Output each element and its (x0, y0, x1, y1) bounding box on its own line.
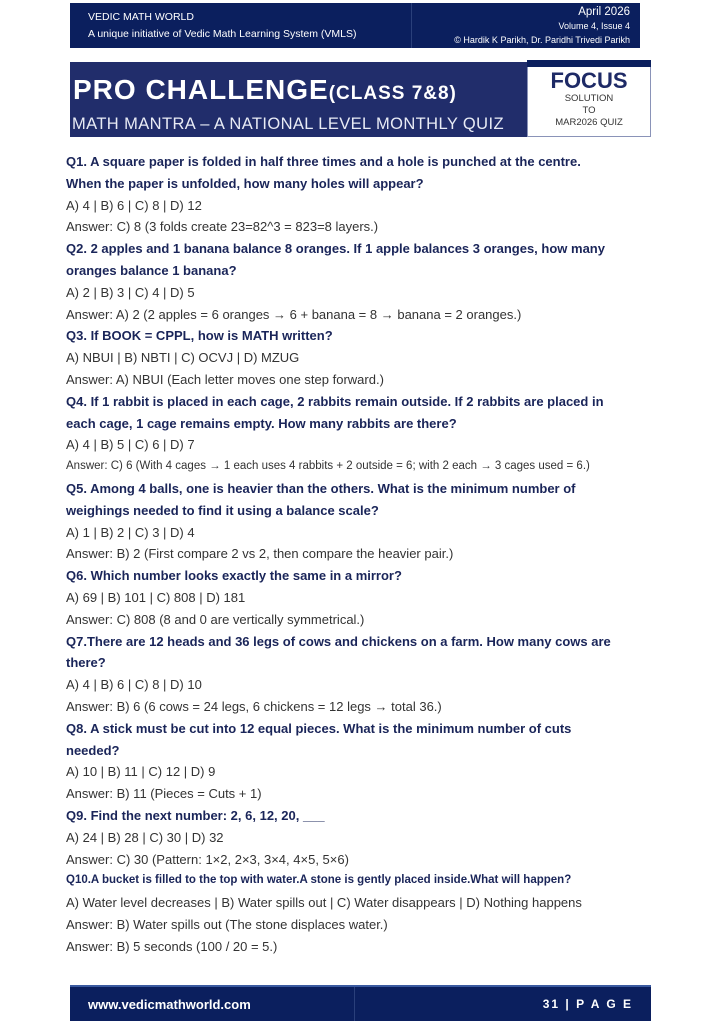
question-text: Q6. Which number looks exactly the same in a mirror? (66, 568, 402, 584)
copyright: © Hardik K Parikh, Dr. Paridhi Trivedi Parikh (454, 34, 630, 45)
answer-text: Answer: A) NBUI (Each letter moves one step forward.) (66, 371, 384, 387)
page-subtitle: MATH MANTRA – A NATIONAL LEVEL MONTHLY QUIZ (72, 115, 504, 133)
options-text: A) 69 | B) 101 | C) 808 | D) 181 (66, 589, 246, 605)
focus-line-3: MAR2026 QUIZ (555, 117, 623, 128)
question-text: When the paper is unfolded, how many holes will appear? (66, 175, 424, 191)
title-banner (70, 62, 527, 137)
answer-text: Answer: B) Water spills out (The stone displaces water.) (66, 916, 388, 932)
question-text: Q9. Find the next number: 2, 6, 12, 20, ___ (66, 807, 325, 823)
focus-line-2: TO (582, 105, 596, 116)
question-text: Q7.There are 12 heads and 36 legs of cows and chickens on a farm. How many cows are (66, 633, 611, 649)
question-text: Q10.A bucket is filled to the top with water.A stone is gently placed inside.What will happen? (66, 874, 572, 887)
page-footer (70, 985, 651, 1021)
options-text: A) NBUI | B) NBTI | C) OCVJ | D) MZUG (66, 350, 300, 366)
page-title (73, 74, 457, 106)
question-text: Q4. If 1 rabbit is placed in each cage, 2 rabbits remain outside. If 2 rabbits are placed in (66, 393, 604, 409)
answer-text: Answer: B) 6 (6 cows = 24 legs, 6 chickens = 12 legs → total 36.) (66, 698, 442, 714)
question-text: each cage, 1 cage remains empty. How many rabbits are there? (66, 415, 457, 431)
focus-line-1: SOLUTION (564, 93, 614, 104)
issue-volume: Volume 4, Issue 4 (558, 21, 630, 31)
title-class: (CLASS 7&8) (328, 83, 457, 104)
question-text: oranges balance 1 banana? (66, 262, 237, 278)
answer-text: Answer: C) 30 (Pattern: 1×2, 2×3, 3×4, 4×5, 5×6) (66, 851, 349, 867)
answer-text: Answer: C) 8 (3 folds create 23=82^3 = 823=8 layers.) (66, 219, 379, 235)
question-text: weighings needed to find it using a balance scale? (66, 502, 379, 518)
brand-tagline: A unique initiative of Vedic Math Learning System (VMLS) (88, 28, 357, 40)
masthead (70, 3, 640, 48)
question-text: Q8. A stick must be cut into 12 equal pieces. What is the minimum number of cuts (66, 720, 572, 736)
quiz-content (66, 151, 656, 957)
masthead-right (412, 3, 640, 48)
question-text: Q2. 2 apples and 1 banana balance 8 oranges. If 1 apple balances 3 oranges, how many (66, 241, 605, 257)
options-text: A) Water level decreases | B) Water spills out | C) Water disappears | D) Nothing happens (66, 895, 582, 911)
focus-label: FOCUS (550, 68, 628, 93)
answer-text: Answer: B) 2 (First compare 2 vs 2, then compare the heavier pair.) (66, 546, 454, 562)
options-text: A) 4 | B) 5 | C) 6 | D) 7 (66, 437, 195, 453)
question-text: Q1. A square paper is folded in half three times and a hole is punched at the centre. (66, 154, 581, 169)
page-number: 31 | P A G E (542, 997, 633, 1011)
options-text: A) 1 | B) 2 | C) 3 | D) 4 (66, 524, 195, 540)
question-text: needed? (66, 742, 120, 758)
website-link[interactable]: www.vedicmathworld.com (70, 987, 355, 1021)
options-text: A) 24 | B) 28 | C) 30 | D) 32 (66, 829, 224, 845)
masthead-left (70, 3, 412, 48)
brand-name: VEDIC MATH WORLD (88, 11, 194, 23)
answer-text: Answer: C) 808 (8 and 0 are vertically symmetrical.) (66, 611, 365, 627)
issue-date: April 2026 (578, 6, 630, 18)
answer-text: Answer: A) 2 (2 apples = 6 oranges → 6 + banana = 8 → banana = 2 oranges.) (66, 306, 522, 322)
answer-text: Answer: B) 5 seconds (100 / 20 = 5.) (66, 938, 278, 954)
question-text: Q5. Among 4 balls, one is heavier than the others. What is the minimum number of (66, 480, 576, 496)
focus-box (527, 60, 651, 137)
answer-text: Answer: B) 11 (Pieces = Cuts + 1) (66, 786, 262, 802)
answer-text: Answer: C) 6 (With 4 cages → 1 each uses 4 rabbits + 2 outside = 6; with 2 each → 3 cages used = 6.) (66, 460, 590, 473)
options-text: A) 4 | B) 6 | C) 8 | D) 10 (66, 677, 202, 693)
options-text: A) 10 | B) 11 | C) 12 | D) 9 (66, 764, 216, 780)
question-text: Q3. If BOOK = CPPL, how is MATH written? (66, 328, 333, 344)
options-text: A) 4 | B) 6 | C) 8 | D) 12 (66, 197, 202, 213)
options-text: A) 2 | B) 3 | C) 4 | D) 5 (66, 284, 195, 300)
question-text: there? (66, 655, 106, 671)
title-main: PRO CHALLENGE (73, 74, 329, 105)
